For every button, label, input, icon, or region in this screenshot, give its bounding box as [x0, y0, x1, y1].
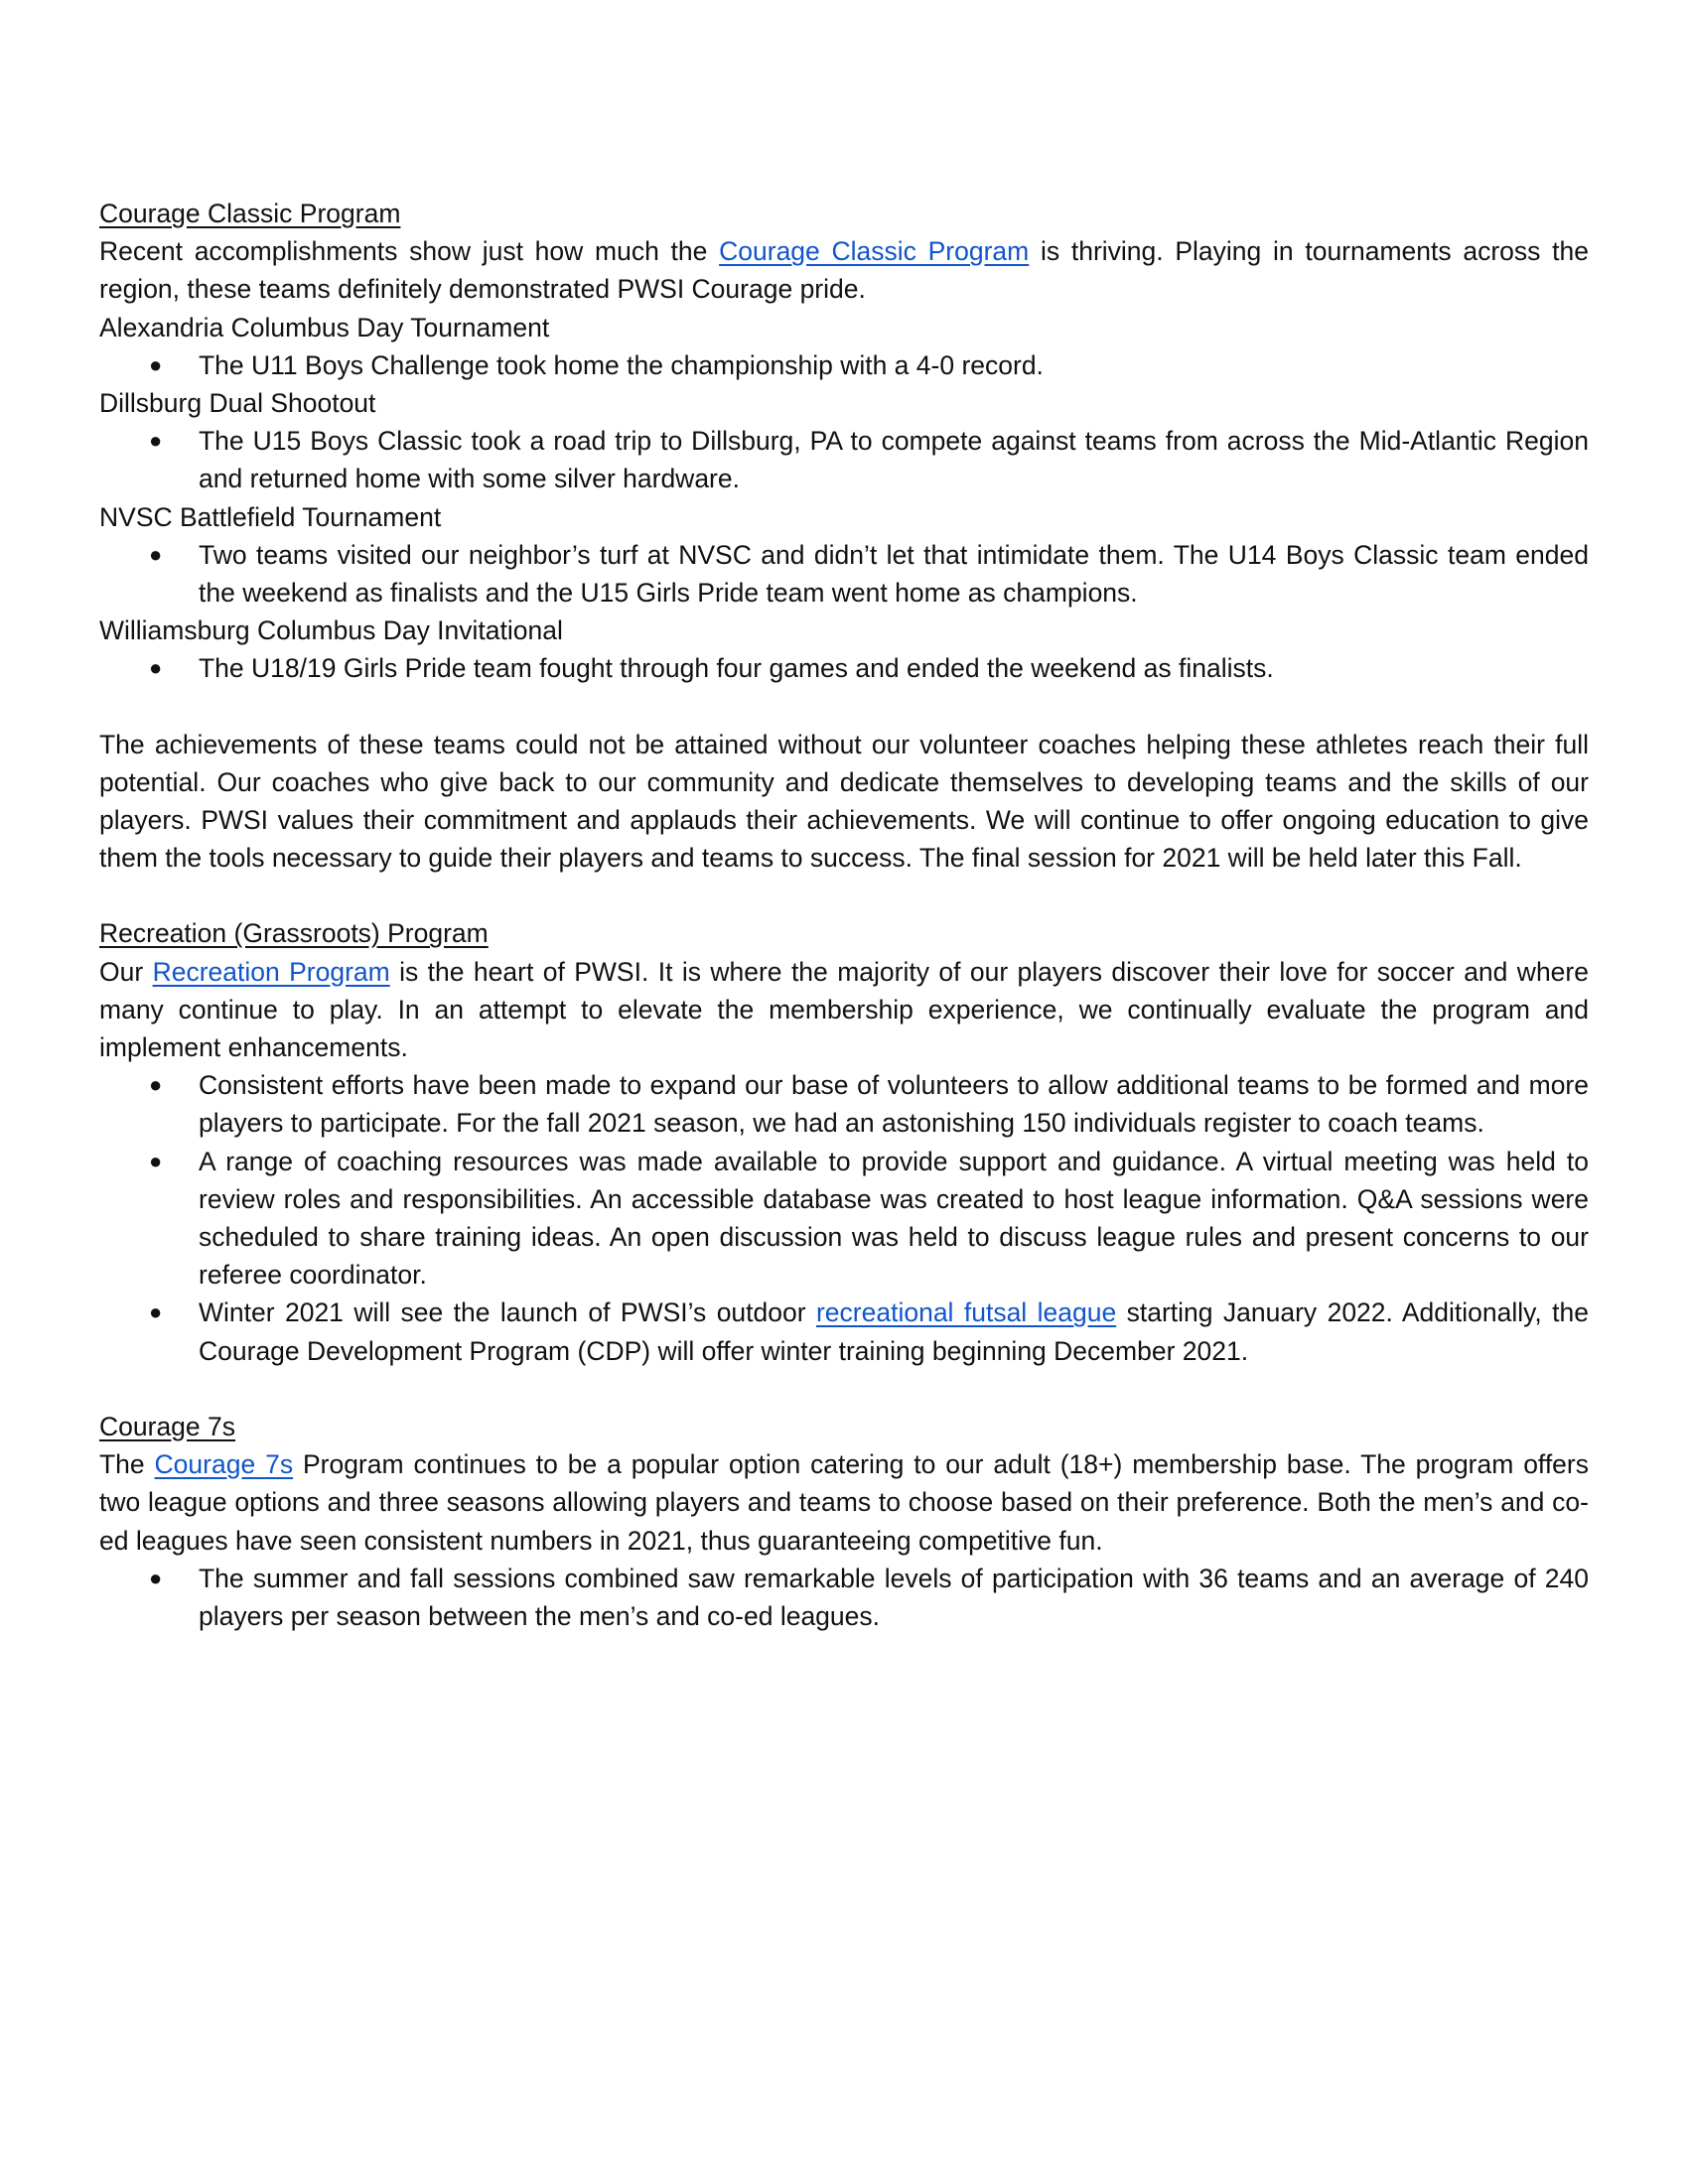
bullet-list	[99, 649, 1589, 687]
list-item: ● The summer and fall sessions combined saw remarkable levels of participation with 36 teams and an average of 240 players per season between the men’s and co-ed leagues.	[199, 1560, 1589, 1635]
courage-7s-link[interactable]: Courage 7s	[154, 1449, 294, 1480]
section-title: Recreation (Grassroots) Program	[99, 918, 489, 949]
list-item: ● A range of coaching resources was made available to provide support and guidance. A virtual meeting was held to review roles and responsibilities. An accessible database was created to host league information. Q&A sessions were scheduled to share training ideas. An open discussion was held to discuss league rules and present concerns to our referee coordinator.	[199, 1143, 1589, 1295]
courage-classic-link[interactable]: Courage Classic Program	[719, 236, 1030, 267]
recreation-program-link[interactable]: Recreation Program	[152, 956, 390, 987]
bullet-list	[99, 1066, 1589, 1370]
section-intro: The Courage 7s Program continues to be a popular option catering to our adult (18+) membership base. The program offers two league options and three seasons allowing players and teams to choose based on their preference. Both the men’s and co-ed leagues have seen consistent numbers in 2021, thus guaranteeing competitive fun.	[99, 1449, 1589, 1556]
section-recreation	[99, 914, 1589, 1369]
bullet-icon: ●	[149, 428, 163, 454]
section-title: Courage Classic Program	[99, 199, 401, 228]
list-item: ● Winter 2021 will see the launch of PWSI’s outdoor recreational futsal league starting January 2022. Additionally, the Courage Development Program (CDP) will offer winter training beginning December 2021.	[199, 1294, 1589, 1369]
bullet-list	[99, 1560, 1589, 1635]
section-courage-7s	[99, 1408, 1589, 1635]
list-item: ● Two teams visited our neighbor’s turf at NVSC and didn’t let that intimidate them. The U14 Boys Classic team ended the weekend as finalists and the U15 Girls Pride team went home as champions.	[199, 536, 1589, 612]
list-item: ● The U11 Boys Challenge took home the championship with a 4-0 record.	[199, 346, 1589, 384]
bullet-icon: ●	[149, 1072, 163, 1098]
bullet-list	[99, 536, 1589, 612]
list-item: ● The U18/19 Girls Pride team fought through four games and ended the weekend as finalists.	[199, 649, 1589, 687]
section-intro: Our Recreation Program is the heart of PWSI. It is where the majority of our players discover their love for soccer and where many continue to play. In an attempt to elevate the membership experience, we continually evaluate the program and implement enhancements.	[99, 956, 1589, 1063]
spacer	[99, 877, 1589, 914]
bullet-list	[99, 422, 1589, 497]
bullet-list	[99, 346, 1589, 384]
bullet-icon: ●	[149, 1299, 163, 1325]
tournament-name: Williamsburg Columbus Day Invitational	[99, 615, 563, 646]
list-item: ● The U15 Boys Classic took a road trip to Dillsburg, PA to compete against teams from across the Mid-Atlantic Region and returned home with some silver hardware.	[199, 422, 1589, 497]
futsal-league-link[interactable]: recreational futsal league	[815, 1297, 1117, 1328]
bullet-icon: ●	[149, 1148, 163, 1173]
bullet-icon: ●	[149, 655, 163, 681]
spacer	[99, 688, 1589, 726]
bullet-icon: ●	[149, 541, 163, 567]
tournament-name: NVSC Battlefield Tournament	[99, 501, 442, 532]
section-closing: The achievements of these teams could not be attained without our volunteer coaches helping these athletes reach their full potential. Our coaches who give back to our community and dedicate themselves to developing teams and the skills of our players. PWSI values their commitment and applauds their achievements. We will continue to offer ongoing education to give them the tools necessary to guide their players and teams to success. The final session for 2021 will be held later this Fall.	[99, 729, 1589, 874]
section-courage-classic	[99, 195, 1589, 877]
bullet-icon: ●	[149, 1565, 163, 1590]
spacer	[99, 1370, 1589, 1408]
bullet-icon: ●	[149, 351, 163, 377]
section-title: Courage 7s	[99, 1411, 236, 1441]
tournament-name: Dillsburg Dual Shootout	[99, 388, 376, 419]
list-item: ● Consistent efforts have been made to expand our base of volunteers to allow additional teams to be formed and more players to participate. For the fall 2021 season, we had an astonishing 150 individuals register to coach teams.	[199, 1066, 1589, 1142]
tournament-name: Alexandria Columbus Day Tournament	[99, 312, 550, 342]
section-intro: Recent accomplishments show just how much the Courage Classic Program is thriving. Playing in tournaments across the region, these teams definitely demonstrated PWSI Courage pride.	[99, 236, 1589, 305]
